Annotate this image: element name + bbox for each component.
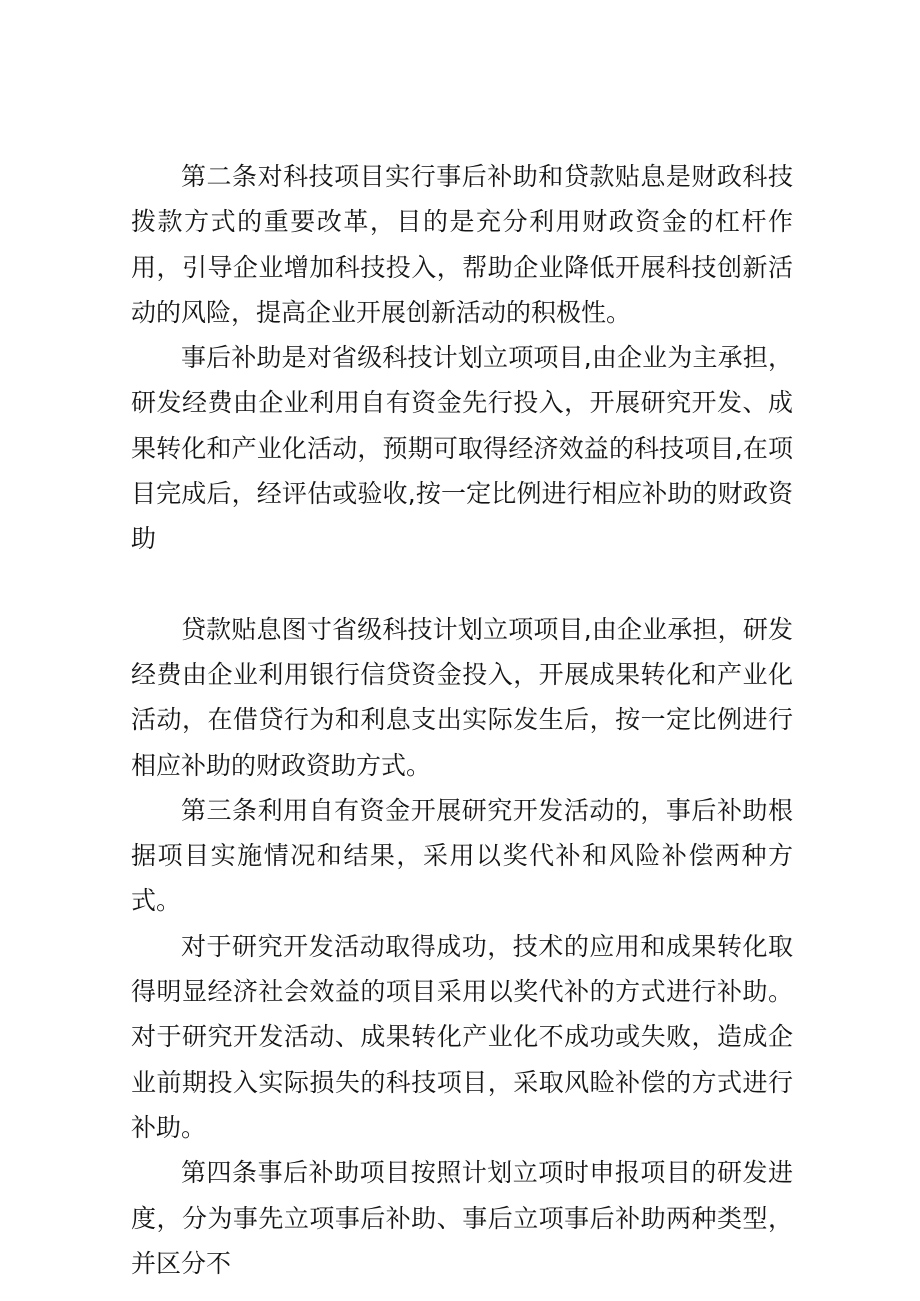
document-body [131, 154, 793, 1286]
paragraph-article-2: 第二条对科技项目实行事后补助和贷款贴息是财政科技拨款方式的重要改革，目的是充分利用财政资金的杠杆作用，引导企业增加科技投入，帮助企业降低开展科技创新活动的风险，提高企业开展创新活动的积极性。 [131, 162, 793, 327]
paragraph-reward-and-risk-compensation: 对于研究开发活动取得成功，技术的应用和成果转化取得明显经济社会效益的项目采用以奖代补的方式进行补助。对于研究开发活动、成果转化产业化不成功或失败，造成企业前期投入实际损失的科技项目，采取风睑补偿的方式进行补助。 [131, 931, 793, 1142]
paragraph-post-subsidy-definition: 事后补助是对省级科技计划立项项目,由企业为主承担，研发经费由企业利用自有资金先行投入，开展研究开发、成果转化和产业化活动，预期可取得经济效益的科技项目,在项目完成后，经评估或验收,按一定比例进行相应补助的财政资助 [131, 343, 793, 554]
paragraph-article-3: 第三条利用自有资金开展研究开发活动的，事后补助根据项目实施情况和结果，采用以奖代补和风险补偿两种方式。 [131, 795, 793, 916]
paragraph-article-4: 第四条事后补助项目按照计划立项时申报项目的研发进度，分为事先立项事后补助、事后立项事后补助两种类型，并区分不 [131, 1158, 793, 1278]
paragraph-loan-interest-definition: 贷款贴息图寸省级科技计划立项项目,由企业承担，研发经费由企业利用银行信贷资金投入，开展成果转化和产业化活动，在借贷行为和利息支出实际发生后，按一定比例进行相应补助的财政资助方式。 [131, 614, 793, 780]
